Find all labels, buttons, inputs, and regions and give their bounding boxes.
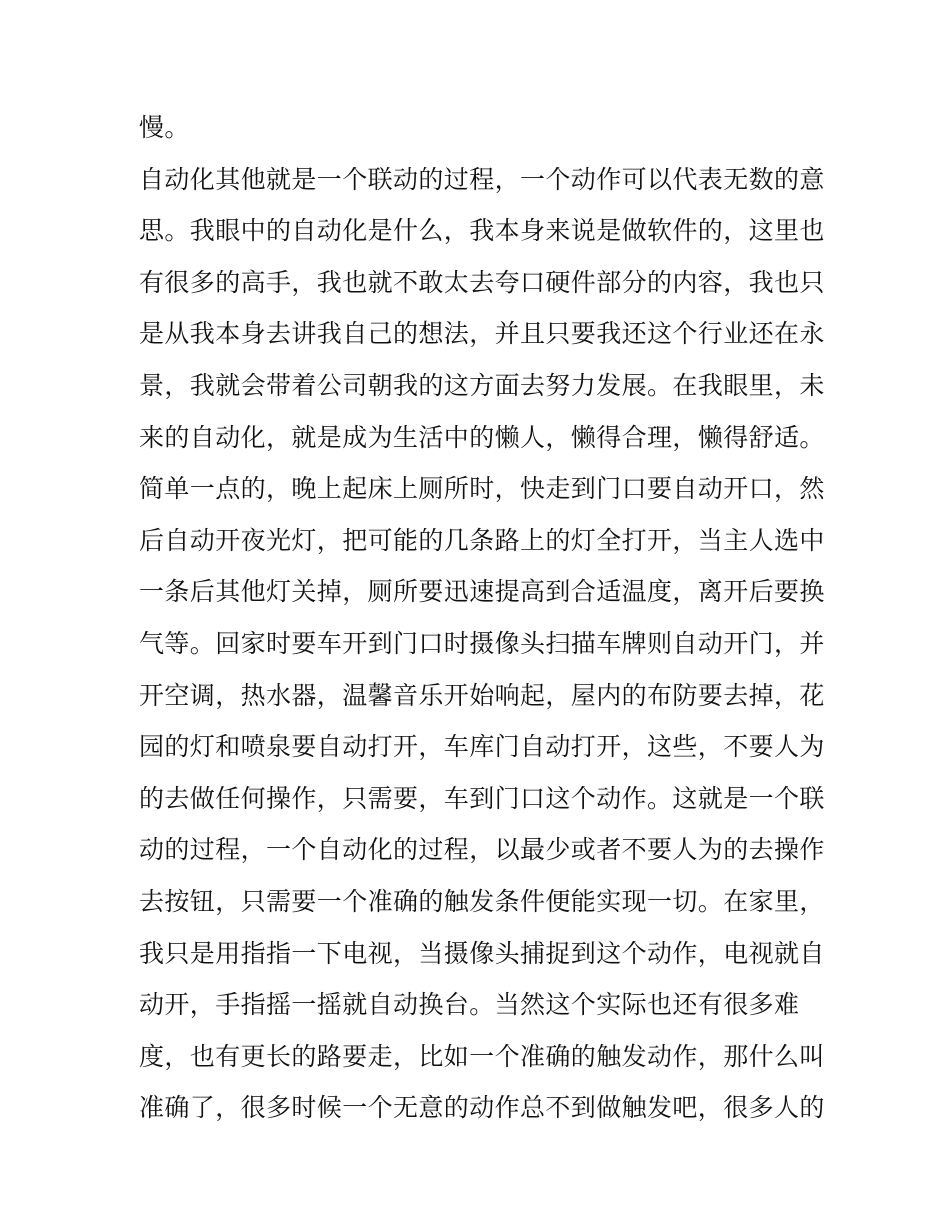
text-line: 园的灯和喷泉要自动打开，车库门自动打开，这些，不要人为 — [139, 732, 825, 762]
text-line: 去按钮，只需要一个准确的触发条件便能实现一切。在家里， — [139, 886, 825, 916]
text-line: 简单一点的，晚上起床上厕所时，快走到门口要自动开口，然 — [139, 474, 825, 504]
text-line: 气等。回家时要车开到门口时摄像头扫描车牌则自动开门，并 — [139, 628, 825, 658]
text-line: 景，我就会带着公司朝我的这方面去努力发展。在我眼里，未 — [139, 370, 825, 400]
text-line: 是从我本身去讲我自己的想法，并且只要我还这个行业还在永 — [139, 319, 825, 349]
text-line: 准确了，很多时候一个无意的动作总不到做触发吧，很多人的 — [139, 1093, 825, 1123]
text-line: 来的自动化，就是成为生活中的懒人，懒得合理，懒得舒适。 — [139, 422, 825, 452]
text-line: 思。我眼中的自动化是什么，我本身来说是做软件的，这里也 — [139, 216, 825, 246]
text-line: 一条后其他灯关掉，厕所要迅速提高到合适温度，离开后要换 — [139, 577, 825, 607]
body-text — [139, 106, 825, 1138]
text-line: 后自动开夜光灯，把可能的几条路上的灯全打开，当主人选中 — [139, 525, 825, 555]
text-line: 度，也有更长的路要走，比如一个准确的触发动作，那什么叫 — [139, 1041, 825, 1071]
text-line: 开空调，热水器，温馨音乐开始响起，屋内的布防要去掉，花 — [139, 680, 825, 710]
text-line: 我只是用指指一下电视，当摄像头捕捉到这个动作，电视就自 — [139, 938, 825, 968]
text-line: 动的过程，一个自动化的过程，以最少或者不要人为的去操作 — [139, 835, 825, 865]
text-line: 动开，手指摇一摇就自动换台。当然这个实际也还有很多难 — [139, 990, 800, 1020]
text-line: 有很多的高手，我也就不敢太去夸口硬件部分的内容，我也只 — [139, 267, 825, 297]
text-line: 慢。 — [139, 113, 190, 142]
text-line: 的去做任何操作，只需要，车到门口这个动作。这就是一个联 — [139, 783, 825, 813]
text-line: 自动化其他就是一个联动的过程，一个动作可以代表无数的意 — [139, 164, 825, 194]
